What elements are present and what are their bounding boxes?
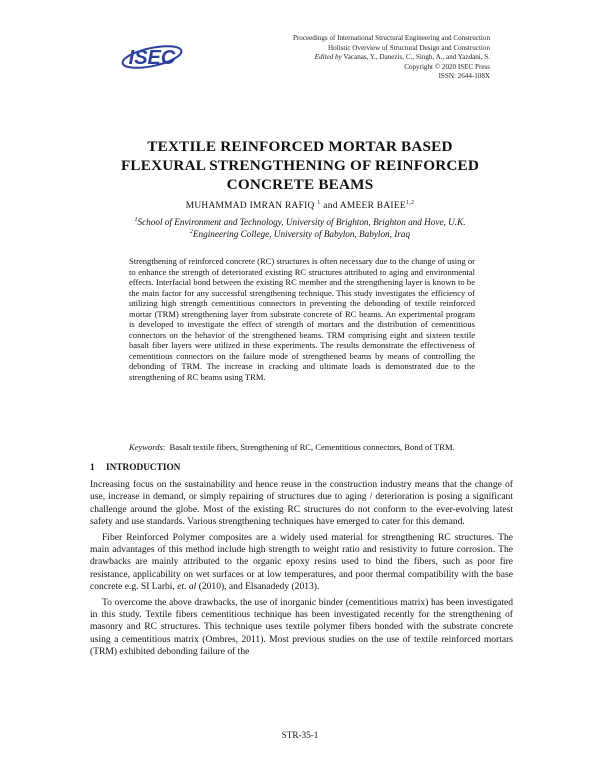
section-body xyxy=(90,479,513,662)
paper-title: TEXTILE REINFORCED MORTAR BASED FLEXURAL STRENGTHENING OF REINFORCED CONCRETE BEAMS xyxy=(120,138,480,193)
keywords: Keywords: Basalt textile fibers, Strengthening of RC, Cementitious connectors, Bond of TRM. xyxy=(129,442,455,452)
affiliation-1: $^1$School of Environment and Technology, University of Brighton, Brighton and Hove, U.K. xyxy=(134,216,466,227)
abstract: Strengthening of reinforced concrete (RC) structures is often necessary due to the change of using or to enhance the strength of deteriorated existing RC structures attributed to aging and environmental effects. Interfacial bond between the existing RC member and the strengthening layer is known to be the main factor for any successful strengthening technique. This study investigates the efficiency of utilizing high strength cementitious connectors in preventing the debonding of textile reinforced mortar (TRM) strengthening layer from substrate concrete of RC beams. An experimental program is developed to investigate the effect of strength of mortars and the distribution of cementitious connectors on the behavior of the strengthened beams. TRM comprising eight and sixteen textile basalt fiber layers were utilized in these experiments. The results demonstrate the effectiveness of cementitious connectors on the failure mode of strengthened beams by means of controlling the debonding of TRM. The increase in cracking and ultimate loads is demonstrated due to the strengthening of RC beams using TRM. xyxy=(129,256,475,383)
paragraph: Fiber Reinforced Polymer composites are a widely used material for strengthening RC structures. The main advantages of this method include high strength to weight ratio and resistivity to future corrosion. The drawbacks are mainly attributed to the organic epoxy resins used to bind the fibers, such as poor fire resistance, applicability on wet surfaces or at low temperatures, and poor thermal compatibility with the base concrete e.g. SI Larbi, et. al (2010), and Elsanadedy (2013). xyxy=(90,531,513,592)
proceedings-header: Proceedings of International Structural Engineering and Construction Holistic Overview of Structural Design and Construction Edited by Vacanas, Y., Danezis, C., Singh, A., and Yazdani, S. Copyright © 2020 ISEC Press ISSN: 2644-108X xyxy=(293,34,490,81)
affiliation-2: $^2$Engineering College, University of Babylon, Babylon, Iraq xyxy=(189,228,411,239)
paragraph: Increasing focus on the sustainability and hence reuse in the construction industry means that the change of use, increase in demand, or simply repairing of structures due to aging / deterioration is posing a significant challenge around the globe. Most of the existing RC structures do not conform to the ever-evolving latest safety and use standards. Various strengthening techniques have emerged to cater for this demand. xyxy=(90,479,513,527)
authors: MUHAMMAD IMRAN RAFIQ $^1$ and AMEER BAIEE$^{1,2}$ xyxy=(185,199,415,211)
isec-logo xyxy=(117,40,187,74)
logo-text: ISEC xyxy=(128,47,176,69)
section-heading: 1 INTRODUCTION xyxy=(90,463,181,473)
affiliations xyxy=(0,217,600,240)
page-number: STR-35-1 xyxy=(281,730,319,740)
paragraph: To overcome the above drawbacks, the use of inorganic binder (cementitious matrix) has been investigated in this study. Textile fibers cementitious technique has been investigated recently for the strengthening of masonry and RC structures. This technique uses textile polymer fibers bonded with the substrate concrete using a cementitious matrix (Ombres, 2011). Most previous studies on the use of textile reinforced mortars (TRM) exhibited debonding failure of the xyxy=(90,596,513,657)
